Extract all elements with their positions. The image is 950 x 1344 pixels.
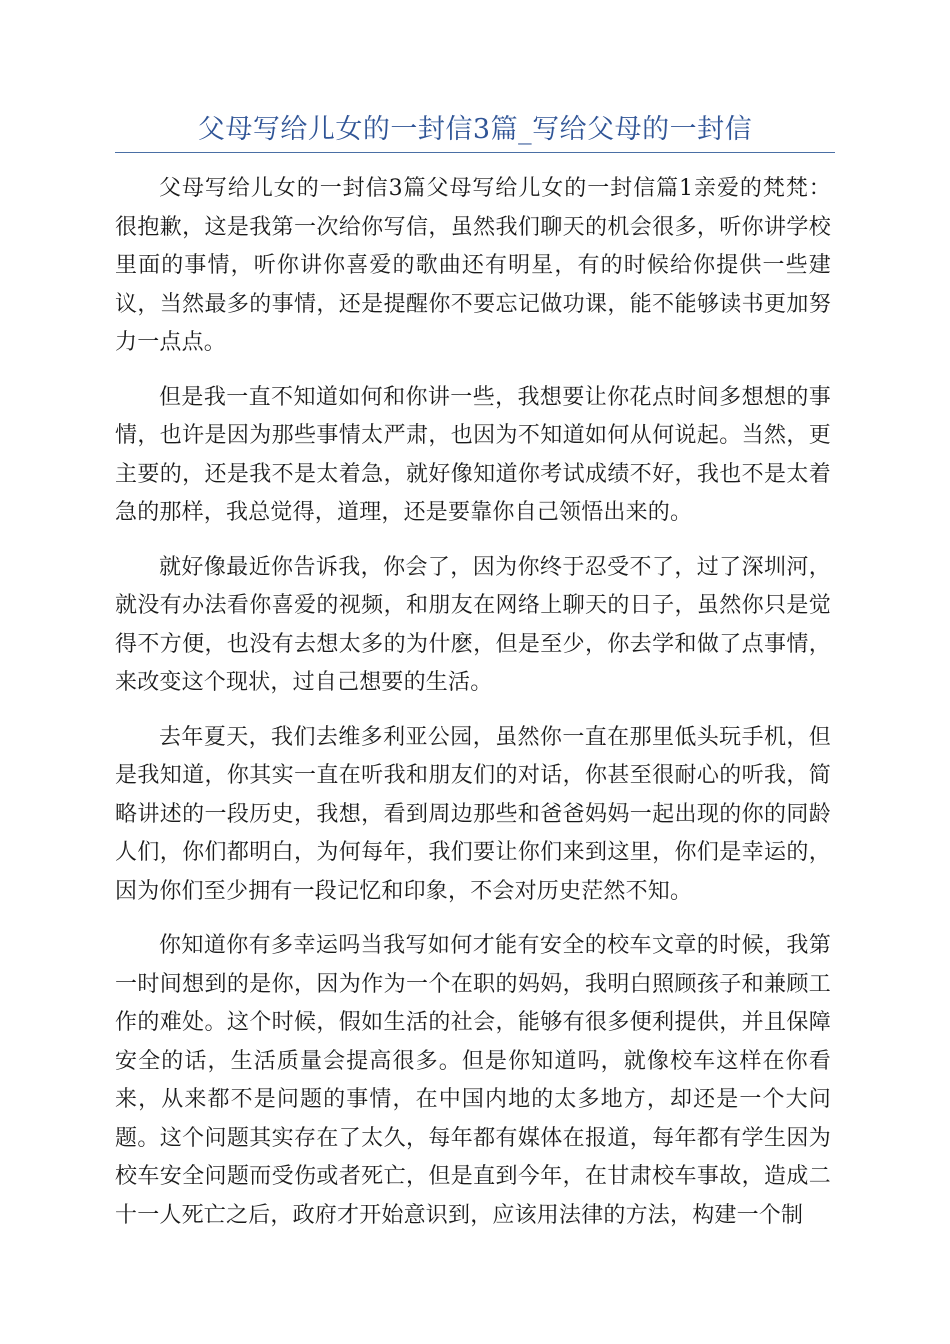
paragraph: 就好像最近你告诉我，你会了，因为你终于忍受不了，过了深圳河，就没有办法看你喜爱的视频，和朋友在网络上聊天的日子，虽然你只是觉得不方便，也没有去想太多的为什麽，但是至少，你去学和做了点事情，来改变这个现状，过自己想要的生活。 [115,554,831,695]
title-block [115,112,835,153]
paragraph: 但是我一直不知道如何和你讲一些，我想要让你花点时间多想想的事情，也许是因为那些事情太严肃，也因为不知道如何从何说起。当然，更主要的，还是我不是太着急，就好像知道你考试成绩不好，我也不是太着急的那样，我总觉得，道理，还是要靠你自己领悟出来的。 [115,384,831,525]
document-body [115,170,831,1251]
paragraph: 你知道你有多幸运吗当我写如何才能有安全的校车文章的时候，我第一时间想到的是你，因为作为一个在职的妈妈，我明白照顾孩子和兼顾工作的难处。这个时候，假如生活的社会，能够有很多便利提供，并且保障安全的话，生活质量会提高很多。但是你知道吗，就像校车这样在你看来，从来都不是问题的事情，在中国内地的太多地方，却还是一个大问题。这个问题其实存在了太久，每年都有媒体在报道，每年都有学生因为校车安全问题而受伤或者死亡，但是直到今年，在甘肃校车事故，造成二十一人死亡之后，政府才开始意识到，应该用法律的方法，构建一个制 [115,933,831,1228]
paragraph: 父母写给儿女的一封信3篇父母写给儿女的一封信篇1亲爱的梵梵：很抱歉，这是我第一次给你写信，虽然我们聊天的机会很多，听你讲学校里面的事情，听你讲你喜爱的歌曲还有明星，有的时候给你提供一些建议，当然最多的事情，还是提醒你不要忘记做功课，能不能够读书更加努力一点点。 [115,176,831,355]
paragraph: 去年夏天，我们去维多利亚公园，虽然你一直在那里低头玩手机，但是我知道，你其实一直在听我和朋友们的对话，你甚至很耐心的听我，简略讲述的一段历史，我想，看到周边那些和爸爸妈妈一起出现的你的同龄人们，你们都明白，为何每年，我们要让你们来到这里，你们是幸运的，因为你们至少拥有一段记忆和印象，不会对历史茫然不知。 [115,724,831,904]
document-title: 父母写给儿女的一封信3篇_写给父母的一封信 [197,114,753,145]
